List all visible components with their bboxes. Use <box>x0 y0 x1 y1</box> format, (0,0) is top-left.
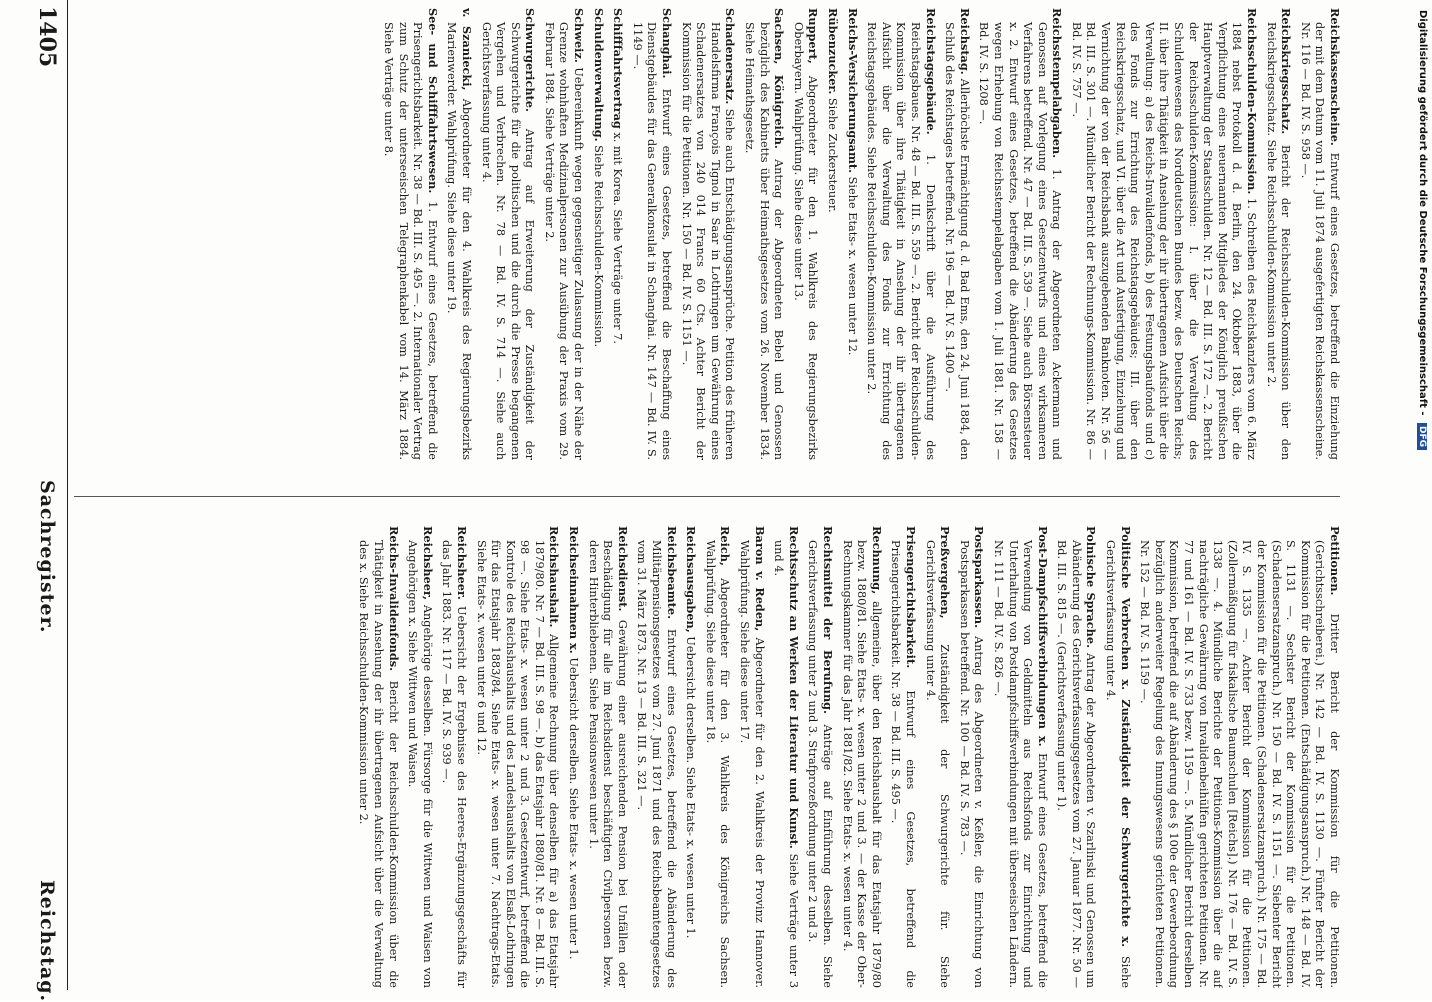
index-entry-text: Siehe auch Entschädigungsansprüche. Petition des früheren Handelsfirma François Tignol in Saar in Lothringen um Gewährung eines Schadenersatzes von 240 014 Francs 60 Cts. Achter Bericht der Kommission für die Petitionen. Nr. 150 — Bd. IV. S. 1151 —. <box>679 22 737 460</box>
index-entry <box>590 8 606 460</box>
index-keyword: Rechtsmittel der Berufung. <box>821 526 835 714</box>
index-entry-text: Anträge auf Einführung desselben. Siehe Gerichtsverfassung unter 2 und 3. Strafprozeßordnung unter 2 und 3. <box>806 540 834 988</box>
index-entry <box>839 526 884 988</box>
index-entry <box>444 8 474 460</box>
index-keyword: Reichsbeamte. <box>664 526 679 620</box>
index-keyword: Reichstagsgebäude. <box>923 8 938 135</box>
index-entry <box>629 8 674 460</box>
index-keyword: Baron v. Reden, <box>752 526 767 632</box>
index-entry <box>610 8 626 460</box>
index-keyword: See- und Schifffahrtswesen. <box>425 8 440 194</box>
index-entry-text: Allerhöchste Ermächtigung d. d. Bad Ems, den 24. Juni 1884, den Schluß des Reichstages betreffend. Nr. 196 — Bd. IV. S. 1400 —. <box>943 22 971 460</box>
index-entry-text: Uebersicht derselben. Siehe Etats- x. wesen unter 1. <box>567 657 581 960</box>
index-entry-text: x. mit Korea. Siehe Verträge unter 7. <box>611 132 625 344</box>
running-title-sachregister: Sachregister. <box>36 480 58 634</box>
index-entry-text: 1. Schreiben des Reichskanzlers vom 6. März 1884 nebst Protokoll d. d. Berlin, den 24. Oktober 1883, über die Verpflichtung eines neuernannten Mitgliedes der Königlich preußischen Hauptverwaltung der Staatsschulden. Nr. 12 — Bd. III. S. 172 —. 2. Bericht der Reichsschulden-Kommission: I. über die Verwaltung des Schuldenwesens des Norddeutschen Bundes bezw. des Deutschen Reichs; II. über ihre Thätigkeit in Ansehung der ihr übertragenen Aufsicht über die Verwaltung: a) des Reichs-Invalidenfonds, b) des Festungsbaufonds und c) des Fonds zur Errichtung des Reichstagsgebäudes; III. über den Reichskriegsschatz, und VI. über die Art und Ausfertigung, Einziehung und Vernichtung der von der Reichsbank auszugebenden Banknoten. Nr. 56 — Bd. III. S. 301 —. Mündlicher Bericht der Rechnungs-Kommission. Nr. 86 — Bd. IV. S. 757 —. <box>1069 22 1259 460</box>
index-entry-text: 1. Entwurf eines Gesetzes, betreffend die Prisengerichtsbarkeit. Nr. 38 — Bd. III. S. 495 —. 2. Internationaler Vertrag zum Schutz der unterseeischen Telegraphenkabel vom 14. März 1884. Siehe Verträge unter 8. <box>381 22 439 460</box>
index-entry <box>844 8 860 460</box>
index-entry <box>478 8 537 460</box>
index-keyword: Schweiz. <box>572 8 587 63</box>
index-entry <box>702 526 732 988</box>
index-entry-text: Allgemeine Rechnung über denselben für a) das Etatsjahr 1879/80. Nr. 7 — Bd. III. S. 98 —. b) das Etatsjahr 1880/81. Nr. 8 — Bd. III. S. 98 —. Siehe Etats- x. wesen unter 2 und 3. Gesetzentwurf, betreffend die Kontrole des Reichshaushalts und des Landeshaushalts von Elsaß-Lothringen für das Etatsjahr 1883/84. Siehe Etats- x. wesen unter 7. Nachtrags-Etats. Siehe Etats- x. wesen unter 6 und 12. <box>474 540 561 988</box>
index-keyword: Schanghai. <box>660 8 675 79</box>
index-entry <box>956 526 986 988</box>
index-keyword: Prisengerichtsbarkeit. <box>903 526 918 669</box>
digitization-note-text: Digitalisierung gefördert durch die Deutsche Forschungsgemeinschaft - <box>1417 10 1428 416</box>
index-entry <box>976 8 1065 460</box>
page-header <box>20 0 60 1000</box>
index-entry-text: Dritter Bericht der Kommission für die Petitionen. (Gerichtsschreiberei.) Nr. 142 — Bd. IV. S. 1130 —. Fünfter Bericht der Kommission für die Petitionen. (Entschädigungsanspruch.) Nr. 148 — Bd. IV. S. 1131 —. Sechster Bericht der Kommission für die Petitionen. (Schadensersatzanspruch.) Nr. 150 — Bd. IV. S. 1151 —. Siebenter Bericht der Kommission für die Petitionen. (Schadensersatzanspruch.) Nr. 175 — Bd. IV. S. 1335 —. Achter Bericht der Kommission für die Petitionen. (Zollermäßigung für fiskalische Baumschulen [Reichs].) Nr. 176 — Bd. IV. S. 1338 —. 4. Mündliche Berichte der Petitions-Kommission über die auf nachträgliche Gewährung von Invalidenbeihülfen gerichteten Petitionen. Nr. 77 und 161 — Bd. IV. S. 733 bezw. 1159 —. 5. Mündlicher Bericht derselben Kommission, betreffend die auf Abänderung des § 100e der Gewerbeordnung bezüglich anderweiter Regelung des Innungswesens gerichteten Petitionen. Nr. 152 — Bd. IV. S. 1159 —. <box>1138 540 1341 988</box>
index-keyword: Reichsschulden-Kommission. <box>1245 8 1260 195</box>
index-entry <box>1137 526 1342 988</box>
index-entry-text: Zuständigkeit der Schwurgerichte für. Siehe Gerichtsverfassung unter 4. <box>923 540 952 988</box>
index-entry-text: Entwurf eines Gesetzes, betreffend die Einziehung der mit dem Datum vom 11. Juli 1874 ausgefertigten Reichskassenscheine. Nr. 116 — Bd. IV. S. 958 —. <box>1298 22 1341 460</box>
digitization-note <box>1412 10 1430 990</box>
header-rule <box>67 0 68 990</box>
index-entry <box>990 526 1049 988</box>
index-entry-text: Entwurf eines Gesetzes, betreffend die Prisengerichtsbarkeit. Nr. 38 — Bd. III. S. 495 —. <box>889 540 917 988</box>
index-entry-text: Antrag der Abgeordneten Bebel und Genossen bezüglich des Kabinetts über Heimathsgesetzes vom 26. November 1834. Siehe Heimathsgesetz. <box>743 22 786 460</box>
index-entry <box>922 526 952 988</box>
index-keyword: Rechtsschutz an Werken der Literatur und Kunst. <box>786 526 801 849</box>
index-entry <box>683 526 699 988</box>
index-keyword: Reichshaushalt. <box>547 526 562 628</box>
index-entry <box>1054 526 1099 988</box>
index-entry-text: Bericht der Reichsschulden-Kommission über den Reichskriegsschatz. Siehe Reichsschulden-Kommission unter 2. <box>1264 22 1293 460</box>
index-entry <box>634 526 679 988</box>
index-keyword: Ruppert, <box>806 8 821 64</box>
index-keyword: Reichsausgaben, <box>684 526 699 633</box>
index-entry <box>1263 8 1293 460</box>
index-entry <box>1068 8 1259 460</box>
index-entry-text: Antrag auf Erweiterung der Zuständigkeit der Schwurgerichte für die politischen und die durch die Presse begangenen Vergehen und Verbrechen. Nr. 78 — Bd. IV. S. 714 —. Siehe auch Gerichtsverfassung unter 4. <box>479 22 537 460</box>
index-keyword: Schwurgerichte. <box>523 8 538 112</box>
index-entry <box>380 8 439 460</box>
index-keyword: Reichskriegsschatz. <box>1279 8 1294 135</box>
index-column-right <box>74 8 1342 460</box>
column-divider <box>74 496 1340 497</box>
index-entry <box>805 526 835 988</box>
index-keyword: Schadenersatz. <box>723 8 738 105</box>
index-entry <box>741 8 786 460</box>
index-keyword: Reichsdienst. <box>615 526 630 612</box>
index-entry-text: Angehörige desselben. Fürsorge für die Wittwen und Waisen von Angehörigen x. Siehe Wittwen und Waisen. <box>406 540 434 988</box>
index-entry <box>888 526 918 988</box>
index-entry-text: Siehe Etats- x. wesen unter 12. <box>845 176 859 356</box>
index-entry <box>585 526 630 988</box>
index-entry <box>678 8 737 460</box>
index-keyword: Reichs-Invalidenfonds. <box>386 526 401 672</box>
index-entry-text: Uebersicht derselben. Siehe Etats- x. wesen unter 1. <box>684 636 698 939</box>
index-entry-text: Siehe Reichsschulden-Kommission. <box>591 145 605 348</box>
index-entry-text: 1. Denkschrift über die Ausführung des Reichstagsbaues. Nr. 48 — Bd. III. S. 559 —. 2. Bericht der Reichsschulden-Kommission über ihre Thätigkeit in Ansehung der ihr übertragenen Aufsicht über die Verwaltung des Fonds zur Errichtung des Reichstagsgebäudes. Siehe Reichsschulden-Kommission unter 2. <box>865 22 937 460</box>
index-keyword: Reichstag. <box>957 8 972 75</box>
index-entry <box>473 526 562 988</box>
index-keyword: Rübenzucker. <box>826 8 840 95</box>
index-keyword: Petitionen. <box>1328 526 1342 596</box>
index-entry <box>356 526 401 988</box>
page-number: 1405 <box>34 6 60 68</box>
index-entry-text: Abgeordneter für den 3. Wahlkreis des Königreichs Sachsen. Wahlprüfung. Siehe diese unter 18. <box>703 540 732 988</box>
index-keyword: Reich, <box>718 526 733 566</box>
index-keyword: Polnische Sprache. <box>1084 526 1099 649</box>
index-entry <box>566 526 582 988</box>
index-entry <box>1103 526 1133 988</box>
index-entry-text: Antrag der Abgeordneten v. Szarlinski und Genossen um Abänderung des Gerichtsverfassungsgesetzes vom 27. Januar 1877. Nr. 50 — Bd. III. S. 815 —. (Gerichtsverfassung unter 1). <box>1055 540 1098 988</box>
index-entry-text: Bericht der Reichsschulden-Kommission über die Thätigkeit in Ansehung der ihr übertragenen Aufsicht über die Verwaltung des x. Siehe Reichsschulden-Kommission unter 2. <box>357 540 400 988</box>
index-entry <box>541 8 586 460</box>
index-entry-text: Uebereinkunft wegen gegenseitiger Zulassung der in der Nähe der Grenze wohnhaften Medizinalpersonen zur Ausübung der Praxis vom 29. Februar 1884. Siehe Verträge unter 2. <box>542 22 586 460</box>
index-keyword: Preßvergehen, <box>938 526 953 619</box>
index-keyword: Politische Verbrechen x. Zuständigkeit der Schwurgerichte x. <box>1118 526 1133 948</box>
index-keyword: Reichs-Versicherungsamt. <box>845 8 860 174</box>
index-entry <box>864 8 938 460</box>
index-entry-text: Siehe Gerichtsverfassung unter 4. <box>1104 540 1132 988</box>
index-entry-text: allgemeine, über den Reichshaushalt für das Etatsjahr 1879/80 bezw. 1880/81. Siehe Etats- x. wesen unter 2 und 3. — der Kasse der Ober-Rechnungskammer für das Jahr 1881/82. Siehe Etats- x. wesen unter 4. <box>840 540 883 988</box>
index-entry-text: Entwurf eines Gesetzes, betreffend die Verwendung von Geldmitteln aus Reichsfonds zur Einrichtung und Unterhaltung von Postdampfschiffsverbindungen mit überseeischen Ländern. Nr. 111 — Bd. IV. S. 826 —. <box>991 540 1049 988</box>
index-keyword: Reichseinnahmen x. <box>567 526 582 654</box>
index-entry <box>824 8 840 460</box>
dfg-logo-badge: DFG <box>1417 423 1427 450</box>
index-keyword: Schifffahrtsvertrag <box>611 8 626 129</box>
index-entry-text: Abgeordneter für den 1. Wahlkreis des Regierungsbezirks Oberbayern. Wahlprüfung. Siehe diese unter 13. <box>791 22 820 460</box>
index-entry-text: Abgeordneter für den 2. Wahlkreis der Provinz Hannover. Wahlprüfung. Siehe diese unter 17. <box>738 540 766 988</box>
index-entry <box>771 526 801 988</box>
index-entry <box>405 526 435 988</box>
index-entry <box>790 8 820 460</box>
index-entry <box>1297 8 1342 460</box>
index-entry <box>736 526 766 988</box>
index-keyword: Postsparkassen. <box>972 526 987 629</box>
index-keyword: Sachsen, Königreich. <box>772 8 787 149</box>
index-keyword: Rechnung, <box>869 526 884 595</box>
index-entry-text: Entwurf eines Gesetzes, betreffend die Abänderung des Militärpensionsgesetzes vom 27. Juni 1871 und des Reichsbeamtengesetzes vom 31. März 1873. Nr. 13 — Bd. III. S. 321 —. <box>635 540 678 988</box>
index-entry-text: Entwurf eines Gesetzes, betreffend die Beschaffung eines Dienstgebäudes für das Generalkonsulat in Schanghai. Nr. 147 — Bd. IV. S. 1149 —. <box>630 22 674 460</box>
index-entry <box>942 8 972 460</box>
index-keyword: Post-Dampfschiffsverbindungen x. <box>1035 526 1050 747</box>
index-keyword: Reichsheer. <box>454 526 469 600</box>
index-entry-text: Siehe Verträge unter 3 und 4. <box>772 540 800 988</box>
index-keyword: Reichskassenscheine. <box>1328 8 1342 146</box>
index-entry <box>439 526 469 988</box>
index-keyword: Schuldenverwaltung. <box>591 8 606 142</box>
index-entry-text: Uebersicht der Ergebnisse des Heeres-Ergänzungsgeschäfts für das Jahr 1883. Nr. 117 — Bd. IV. S. 939 —. <box>440 540 468 988</box>
index-keyword: Reichsstempelabgaben. <box>1050 8 1065 159</box>
index-entry-text: Gewährung einer ausreichenden Pension bei Unfällen oder Beschädigung für alle im Reichsdienst beschäftigten Civilpersonen bezw. deren Hinterbliebenen. Siehe Pensionswesen unter 1. <box>586 540 629 988</box>
index-entry-text: Siehe Zuckersteuer. <box>826 97 839 213</box>
index-entry-text: Abgeordneter für den 4. Wahlkreis des Regierungsbezirks Marienwerder. Wahlprüfung. Siehe diese unter 19. <box>445 22 473 460</box>
running-title-reichstag: Reichstag. <box>36 880 58 1002</box>
index-entry-text: 1. Antrag der Abgeordneten Ackermann und Genossen auf Vorlegung eines Gesetzentwurfs und eines wirksameren Verfahrens betreffend. Nr. 47 — Bd. III. S. 539 —. Siehe auch Börsensteuer x. 2. Entwurf eines Gesetzes, betreffend die Abänderung des Gesetzes wegen Erhebung von Reichsstempelabgaben vom 1. Juli 1881. Nr. 158 — Bd. IV. S. 1208 —. <box>977 22 1064 460</box>
index-column-left <box>74 526 1342 988</box>
index-keyword: Reichsheer, <box>420 526 435 600</box>
index-entry-text: Antrag des Abgeordneten v. Keßler, die Einrichtung von Postsparkassen betreffend. Nr. 100 — Bd. IV. S. 783 —. <box>957 540 986 988</box>
index-keyword: v. Szaniecki, <box>459 8 474 91</box>
